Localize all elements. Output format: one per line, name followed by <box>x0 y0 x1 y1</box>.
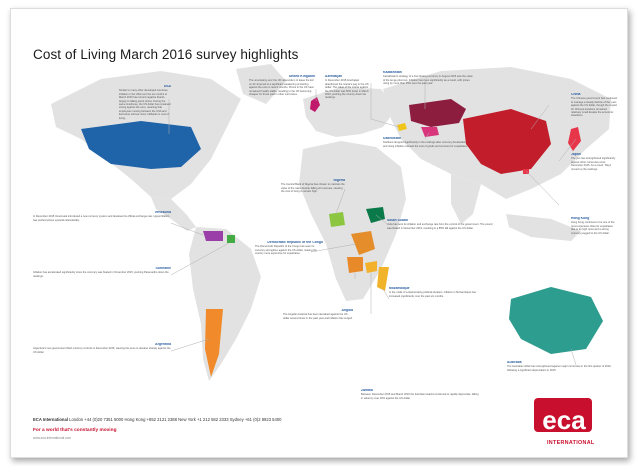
region-heading: Argentina <box>155 343 171 346</box>
region-australia <box>507 361 617 401</box>
region-heading: Mozambique <box>389 287 410 290</box>
region-text: The Australian dollar has strengthened against major currencies in the first quarter of 2016, following a significant depreciation in 2015. <box>507 365 612 372</box>
region-text: The Chinese government has continued to manage a steady decline of the yuan against the US dollar, though the impact for Chinese locations remained relatively small despite the economic slowdown. <box>571 97 617 118</box>
contact-numbers: London +44 (0)20 7351 5000 Hong Kong +852 2121 2388 New York +1 212 582 2333 Sydney +61 (0)2 8923 5400 <box>69 417 282 422</box>
region-text: Between December 2015 and March 2016 the Zambian kwacha continued to rapidly depreciate, falling in value by over 20% against the US dollar. <box>361 393 479 400</box>
zambia-shape <box>365 261 377 273</box>
region-heading: Venezuela <box>154 211 171 214</box>
region-heading: Azerbaijan <box>325 75 343 78</box>
region-south-sudan <box>387 219 497 253</box>
region-hong-kong <box>571 217 617 293</box>
region-heading: Suriname <box>155 267 171 270</box>
region-heading: Uzbekistan <box>383 137 401 140</box>
footer-contacts <box>33 417 282 422</box>
region-kazakhstan <box>383 71 473 105</box>
region-heading: Angola <box>341 309 353 312</box>
region-text: Similar to many other developed countries, inflation in the USA over the six months to March 2016 has turned negative thanks largely to falling petrol prices. During the same timeframe, the US dollar has remained strong against the euro, meaning that employees moving between the USA and Eurozone will see minor rollbacks in cost of living. <box>119 89 171 120</box>
region-text: In December 2015 Venezuela introduced a new currency system and devalued its official exchange rate. Hyperinflation has pushed prices upwards dramatically. <box>33 215 170 222</box>
website-link[interactable]: www.eca-international.com <box>33 436 72 440</box>
region-argentina <box>33 343 171 391</box>
region-mozambique <box>389 287 485 339</box>
region-text: Argentina's new government lifted currency controls in December 2015, causing the peso to devalue sharply against the US dollar. <box>33 347 171 354</box>
region-heading: Zambia <box>361 389 373 392</box>
region-heading: Japan <box>571 153 581 156</box>
region-text: In the midst of a deteriorating political situation, inflation in Mozambique has increased significantly over the past six months. <box>389 291 476 298</box>
region-text: The Angolan kwanza has been devalued against the US dollar several times in the past year and inflation has surged. <box>283 313 353 320</box>
region-uzbekistan <box>383 137 469 159</box>
region-angola <box>283 309 353 359</box>
tagline: For a world that's constantly moving <box>33 428 117 433</box>
indonesia <box>506 214 581 241</box>
region-heading: Kazakhstan <box>383 71 402 74</box>
region-text: In December 2015 Azerbaijan abandoned the manat's peg to the US dollar. The value of the manat against the US dollar was 50% lower in March 2016, pushing the country down the rankings. <box>325 79 369 100</box>
region-text: The yen has strengthened significantly against other currencies since December 2015. As a result, Tokyo moved up the rankings. <box>571 157 616 171</box>
south-america <box>189 227 261 381</box>
infographic-page <box>10 8 628 458</box>
region-venezuela <box>33 211 171 251</box>
region-heading: Hong Kong <box>571 217 590 220</box>
region-suriname <box>33 267 171 307</box>
region-heading: South Sudan <box>387 219 408 222</box>
region-heading: USA <box>163 85 171 88</box>
eca-logo-mark-text: eca <box>542 405 586 435</box>
region-text: The Democratic Republic of the Congo has seen its currency strengthen against the US dollar, making the country more expensive for expatriates. <box>255 245 317 256</box>
region-text: The Central Bank of Nigeria has chosen to maintain the value of the naira despite falling oil revenues, causing the cost of living to remain high. <box>281 183 345 194</box>
region-heading: Australia <box>507 361 522 364</box>
region-japan <box>571 153 617 199</box>
region-text: Inflation has accelerated significantly since the currency was floated in November 2015, pushing Paramaribo down the rankings. <box>33 271 169 278</box>
region-united-kingdom <box>249 75 315 145</box>
region-drc <box>255 241 323 289</box>
region-text: Hong Kong continues to be one of the most expensive cities for expatriates due to its high rents and a strong currency pegged to the US dollar. <box>571 221 615 235</box>
region-nigeria <box>281 179 345 219</box>
region-china <box>571 93 617 141</box>
region-text: Kazakhstan's strategy of a free floating currency in August 2015 saw the value of the tenge plummet. Inflation has risen significantly as a result, with prices rising by more than 15% over the past year. <box>383 75 473 86</box>
venezuela-shape <box>203 231 223 241</box>
region-text: The uncertainty over the UK referendum to leave the EU on 23 June led to a significant weakening of sterling against the euro in recent months. Prices in the UK have remained broadly stable, resulting in the UK becoming cheaper for those paid in other currencies. <box>249 79 314 97</box>
region-heading: China <box>571 93 581 96</box>
australia-shape <box>509 287 603 354</box>
suriname-shape <box>227 235 235 243</box>
region-text: Tashkent dropped significantly in the rankings after currency devaluation and rising inflation reduced the cost of goods and services for expatriates. <box>383 141 468 148</box>
angola-shape <box>347 257 363 273</box>
eca-logo-icon <box>535 401 593 437</box>
company-name: ECA International <box>33 417 68 422</box>
region-heading: Democratic Republic of the Congo <box>267 241 323 244</box>
page-title: Cost of Living March 2016 survey highlights <box>33 47 299 62</box>
region-azerbaijan <box>325 75 371 139</box>
region-text: Juba has sent its inflation and exchange rate from the control of the government. The pound was floated in December 2015, resulting in a 85% fall against the US dollar. <box>387 223 493 230</box>
mozambique-shape <box>377 267 389 291</box>
region-heading: United Kingdom <box>288 75 315 78</box>
region-usa <box>119 85 171 131</box>
region-zambia <box>361 389 481 415</box>
logo-text: INTERNATIONAL <box>547 440 595 446</box>
region-heading: Nigeria <box>333 179 345 182</box>
